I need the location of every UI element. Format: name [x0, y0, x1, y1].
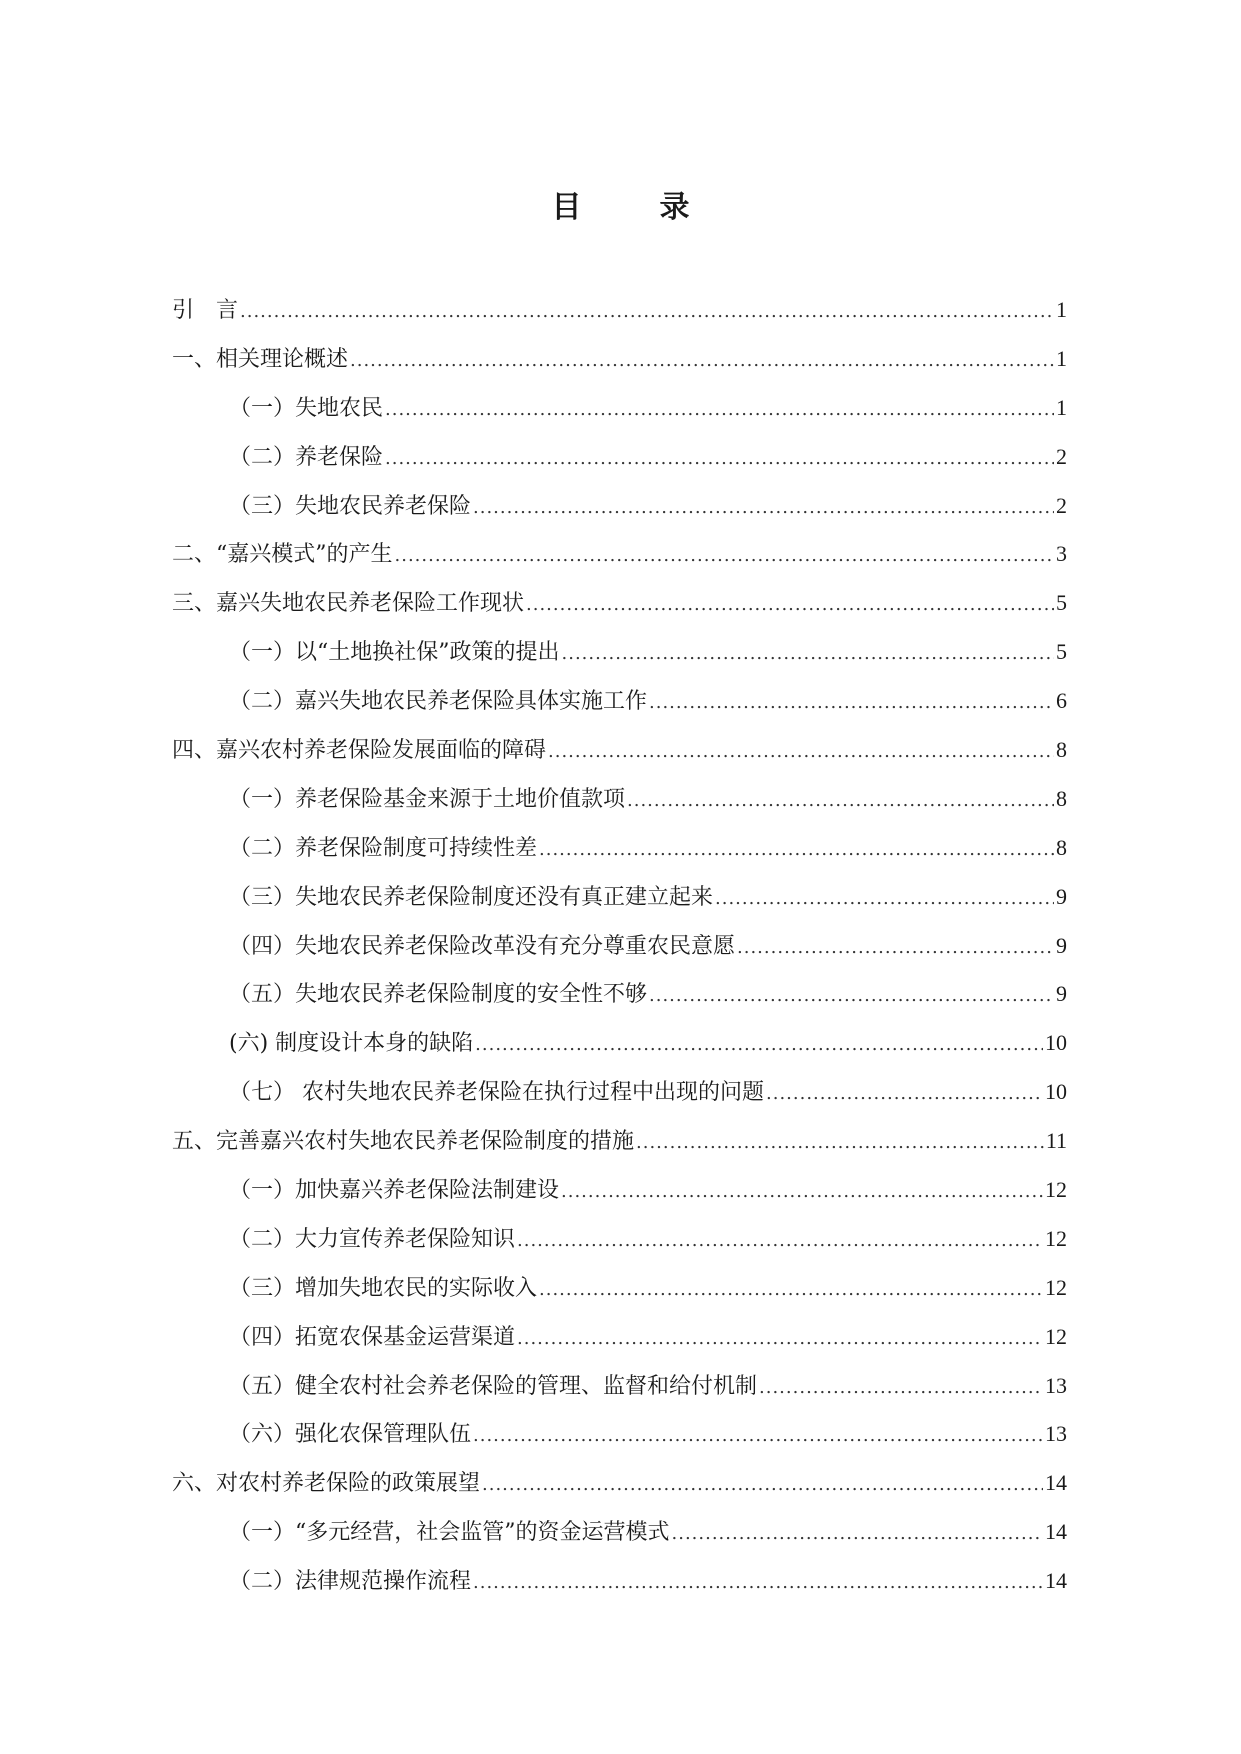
- toc-subsection-entry[interactable]: [172, 1028, 1067, 1077]
- toc-dot-leader: [475, 1030, 1043, 1060]
- toc-subsection-entry[interactable]: [172, 1224, 1067, 1273]
- toc-subsection-entry[interactable]: [172, 1175, 1067, 1224]
- toc-dot-leader: [548, 737, 1054, 767]
- toc-dot-leader: [539, 1275, 1043, 1305]
- toc-dot-leader: [737, 933, 1054, 963]
- toc-page-number: 9: [1056, 981, 1067, 1007]
- toc-subsection-entry[interactable]: [172, 931, 1067, 980]
- toc-subsection-entry[interactable]: [172, 1566, 1067, 1615]
- toc-entry-label: （二）法律规范操作流程: [229, 1569, 472, 1595]
- toc-entry-label: （一）失地农民: [229, 395, 384, 421]
- toc-section-entry[interactable]: [172, 539, 1067, 588]
- toc-dot-leader: [517, 1324, 1043, 1354]
- toc-page-number: 9: [1056, 883, 1067, 909]
- toc-subsection-entry[interactable]: [172, 491, 1067, 540]
- toc-dot-leader: [240, 297, 1054, 327]
- toc-dot-leader: [627, 786, 1054, 816]
- toc-entry-label: （一）以“土地换社保”政策的提出: [229, 640, 560, 666]
- toc-dot-leader: [766, 1079, 1043, 1109]
- toc-dot-leader: [395, 541, 1055, 571]
- toc-dot-leader: [350, 346, 1054, 376]
- toc-entry-label: （一）“多元经营，社会监管”的资金运营模式: [229, 1520, 670, 1546]
- toc-entry-label: （四）失地农民养老保险改革没有充分尊重农民意愿: [229, 933, 736, 959]
- toc-dot-leader: [649, 981, 1054, 1011]
- toc-entry-label: （三）增加失地农民的实际收入: [229, 1275, 538, 1301]
- toc-page-number: 3: [1056, 541, 1067, 567]
- toc-dot-leader: [715, 884, 1054, 914]
- toc-subsection-entry[interactable]: [172, 637, 1067, 686]
- toc-page-number: 8: [1056, 737, 1067, 763]
- toc-section-entry[interactable]: [172, 295, 1067, 344]
- toc-dot-leader: [385, 395, 1054, 425]
- toc-page-number: 12: [1045, 1323, 1067, 1349]
- toc-dot-leader: [562, 639, 1055, 669]
- toc-entry-label: 三、嘉兴失地农民养老保险工作现状: [172, 591, 525, 617]
- toc-page-number: 9: [1056, 932, 1067, 958]
- toc-page-number: 10: [1045, 1030, 1067, 1056]
- toc-entry-label: 五、完善嘉兴农村失地农民养老保险制度的措施: [172, 1129, 635, 1155]
- toc-subsection-entry[interactable]: [172, 442, 1067, 491]
- toc-entry-label: （七） 农村失地农民养老保险在执行过程中出现的问题: [229, 1080, 764, 1106]
- toc-entry-label: （四）拓宽农保基金运营渠道: [229, 1324, 516, 1350]
- toc-entry-label: 二、“嘉兴模式”的产生: [172, 542, 393, 568]
- toc-dot-leader: [649, 688, 1054, 718]
- toc-subsection-entry[interactable]: [172, 979, 1067, 1028]
- toc-subsection-entry[interactable]: [172, 1517, 1067, 1566]
- toc-page-number: 10: [1045, 1079, 1067, 1105]
- toc-page-number: 8: [1056, 785, 1067, 811]
- toc-dot-leader: [385, 444, 1054, 474]
- toc-page-number: 14: [1045, 1470, 1067, 1496]
- toc-page-number: 5: [1056, 639, 1067, 665]
- toc-dot-leader: [482, 1470, 1043, 1500]
- toc-section-entry[interactable]: [172, 588, 1067, 637]
- toc-subsection-entry[interactable]: [172, 1419, 1067, 1468]
- toc-dot-leader: [526, 590, 1054, 620]
- toc-page-number: 12: [1045, 1177, 1067, 1203]
- toc-page-number: 5: [1056, 590, 1067, 616]
- toc-entry-label: （六）强化农保管理队伍: [229, 1422, 472, 1448]
- toc-page-number: 11: [1045, 1128, 1067, 1154]
- toc-section-entry[interactable]: [172, 735, 1067, 784]
- toc-section-entry[interactable]: [172, 1468, 1067, 1517]
- toc-dot-leader: [759, 1373, 1043, 1403]
- toc-subsection-entry[interactable]: [172, 1371, 1067, 1420]
- toc-page-number: 6: [1056, 688, 1067, 714]
- toc-page-number: 12: [1045, 1225, 1067, 1251]
- toc-section-entry[interactable]: [172, 1126, 1067, 1175]
- toc-entry-label: 引 言: [172, 298, 239, 323]
- toc-subsection-entry[interactable]: [172, 1273, 1067, 1322]
- toc-dot-leader: [539, 835, 1054, 865]
- toc-page-number: 2: [1056, 492, 1067, 518]
- toc-page-number: 2: [1056, 443, 1067, 469]
- toc-page-number: 1: [1056, 394, 1067, 420]
- toc-entry-label: （二）嘉兴失地农民养老保险具体实施工作: [229, 689, 648, 715]
- toc-dot-leader: [473, 493, 1054, 523]
- toc-subsection-entry[interactable]: [172, 393, 1067, 442]
- toc-page-number: 14: [1045, 1568, 1067, 1594]
- toc-page-number: 1: [1056, 345, 1067, 371]
- toc-entry-label: 六、对农村养老保险的政策展望: [172, 1471, 481, 1497]
- toc-entry-label: 四、嘉兴农村养老保险发展面临的障碍: [172, 738, 547, 764]
- toc-entry-label: (六) 制度设计本身的缺陷: [229, 1031, 474, 1057]
- toc-page-number: 14: [1045, 1519, 1067, 1545]
- toc-section-entry[interactable]: [172, 344, 1067, 393]
- toc-title: 目 录: [551, 190, 714, 225]
- toc-entry-label: （一）加快嘉兴养老保险法制建设: [229, 1178, 560, 1204]
- toc-subsection-entry[interactable]: [172, 784, 1067, 833]
- toc-dot-leader: [473, 1568, 1043, 1598]
- toc-entry-label: （五）健全农村社会养老保险的管理、监督和给付机制: [229, 1373, 758, 1399]
- toc-entry-label: （一）养老保险基金来源于土地价值款项: [229, 786, 626, 812]
- toc-subsection-entry[interactable]: [172, 1077, 1067, 1126]
- toc-dot-leader: [473, 1421, 1043, 1451]
- toc-entry-label: （三）失地农民养老保险制度还没有真正建立起来: [229, 884, 714, 910]
- toc-page-number: 13: [1045, 1421, 1067, 1447]
- toc-page-number: 8: [1056, 834, 1067, 860]
- toc-entry-label: （五）失地农民养老保险制度的安全性不够: [229, 982, 648, 1008]
- toc-subsection-entry[interactable]: [172, 833, 1067, 882]
- toc-entry-label: （二）养老保险制度可持续性差: [229, 835, 538, 861]
- table-of-contents: [172, 295, 1067, 1615]
- toc-dot-leader: [561, 1177, 1043, 1207]
- toc-dot-leader: [672, 1519, 1044, 1549]
- toc-page-number: 1: [1056, 297, 1067, 322]
- toc-entry-label: （二）大力宣传养老保险知识: [229, 1226, 516, 1252]
- toc-subsection-entry[interactable]: [172, 882, 1067, 931]
- toc-entry-label: （二）养老保险: [229, 444, 384, 470]
- toc-page-number: 13: [1045, 1372, 1067, 1398]
- toc-entry-label: （三）失地农民养老保险: [229, 493, 472, 519]
- toc-dot-leader: [636, 1128, 1044, 1158]
- toc-subsection-entry[interactable]: [172, 1322, 1067, 1371]
- toc-entry-label: 一、相关理论概述: [172, 346, 349, 372]
- toc-dot-leader: [517, 1226, 1043, 1256]
- toc-page-number: 12: [1045, 1274, 1067, 1300]
- toc-subsection-entry[interactable]: [172, 686, 1067, 735]
